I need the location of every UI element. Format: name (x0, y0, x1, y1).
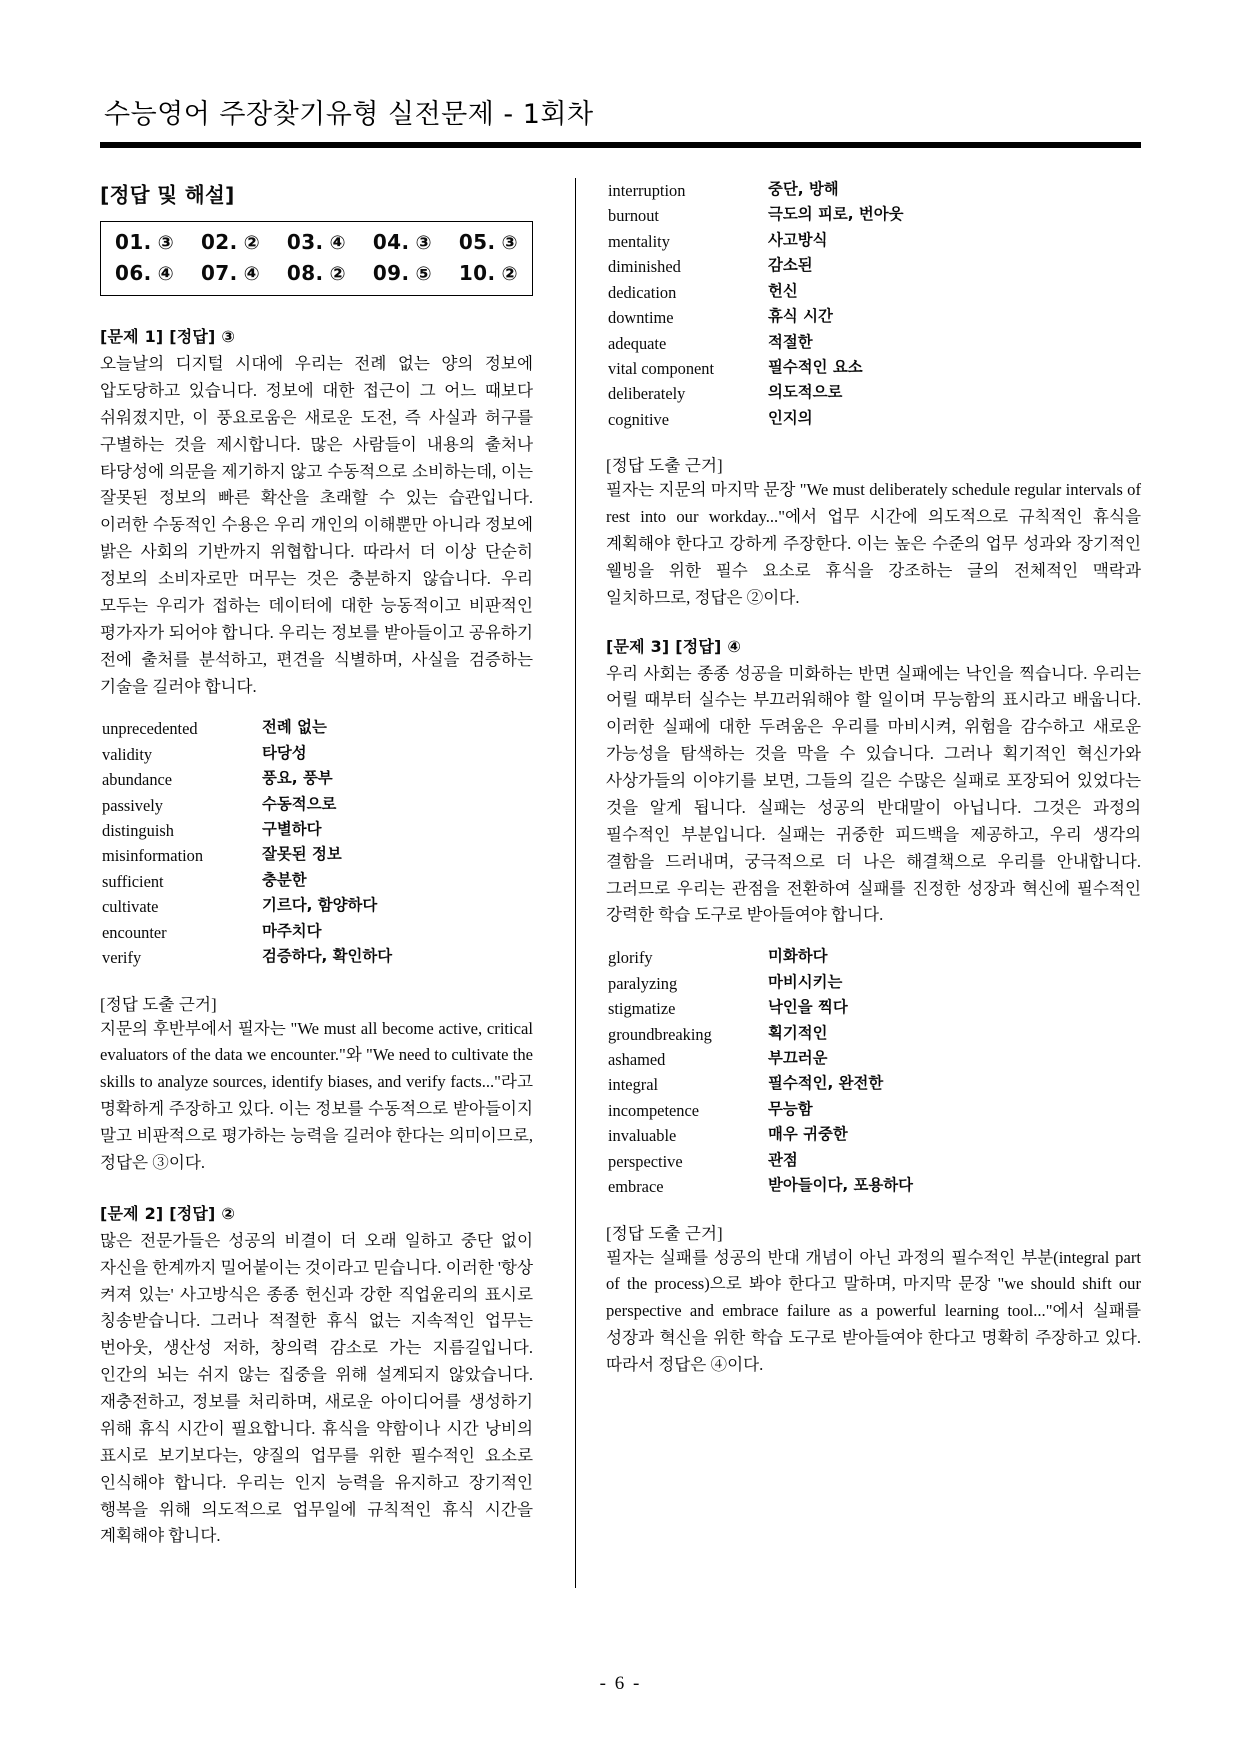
answer-item-09 (373, 258, 432, 289)
answer-key-row-2 (115, 258, 518, 289)
vocab-row (100, 767, 533, 792)
vocab-term: vital component (608, 358, 715, 378)
page-footer (0, 1673, 1241, 1695)
answer-choice: ② (329, 262, 347, 285)
q1-vocabulary-table (100, 716, 533, 970)
vocab-row (606, 331, 1141, 356)
vocab-row (606, 971, 1141, 996)
vocab-term: deliberately (608, 384, 686, 404)
q3-heading: [문제 3] [정답] ④ (606, 636, 742, 656)
vocab-meaning: 마주치다 (262, 921, 322, 940)
vocab-row (606, 1123, 1141, 1148)
vocab-row (606, 945, 1141, 970)
vocab-term: sufficient (102, 871, 164, 891)
explanation-block-q1 (100, 324, 533, 1177)
vocab-meaning: 의도적으로 (768, 383, 843, 402)
answer-number: 06. (115, 260, 152, 285)
vocab-row (100, 894, 533, 919)
vocab-term: cognitive (608, 409, 669, 429)
answer-choice: ⑤ (415, 262, 432, 285)
right-column (575, 178, 1141, 1588)
vocab-row (606, 1098, 1141, 1123)
vocab-term: abundance (102, 770, 173, 790)
vocab-meaning: 풍요, 풍부 (262, 769, 333, 788)
answer-number: 04. (372, 230, 410, 254)
answer-item-05 (459, 227, 518, 258)
answer-key-row-1 (115, 227, 518, 258)
vocab-meaning: 받아들이다, 포용하다 (768, 1176, 914, 1195)
vocab-meaning: 무능함 (768, 1099, 813, 1118)
answer-choice: ④ (329, 232, 347, 254)
vocab-row (606, 1174, 1141, 1199)
answer-number: 08. (286, 260, 324, 285)
vocab-row (606, 407, 1141, 432)
vocab-term: dedication (608, 282, 677, 302)
answer-number: 10. (458, 260, 496, 285)
answer-item-10 (459, 258, 518, 289)
vocab-meaning: 극도의 피로, 번아웃 (768, 205, 904, 224)
vocab-meaning: 충분한 (262, 870, 307, 889)
answer-item-03 (287, 227, 346, 258)
q2-heading: [문제 2] [정답] ② (100, 1203, 236, 1223)
vocab-term: distinguish (102, 821, 174, 841)
q1-rationale-heading: [정답 도출 근거] (100, 994, 217, 1014)
vocab-term: burnout (608, 206, 659, 226)
answer-choice: ④ (157, 262, 175, 285)
q3-vocabulary-table (606, 945, 1141, 1199)
answer-item-06 (115, 258, 174, 289)
vocab-row (100, 945, 533, 970)
answer-choice: ④ (243, 262, 261, 285)
answer-number: 09. (372, 260, 410, 285)
vocab-row (606, 356, 1141, 381)
vocab-row (606, 178, 1141, 203)
answer-item-02 (201, 227, 260, 258)
vocab-term: glorify (608, 948, 653, 968)
q1-rationale-text: 지문의 후반부에서 필자는 "We must all become active, critical evaluators of the data we encounter."와 "We need to cultivate the skills to analyze sources, identify biases, and verify facts..."라고 명확하게 주장하고 있다. 이는 정보를 수동적으로 받아들이지 말고 비판적으로 평가하는 능력을 길러야 한다는 의미이므로, 정답은 ③이다. (100, 1018, 533, 1172)
vocab-meaning: 인지의 (768, 408, 813, 427)
vocab-row (100, 869, 533, 894)
vocab-term: verify (102, 948, 142, 968)
vocab-meaning: 잘못된 정보 (262, 845, 342, 864)
vocab-term: cultivate (102, 897, 159, 917)
vocab-meaning: 헌신 (768, 281, 798, 300)
answer-key-box (100, 221, 533, 296)
answer-number: 01. (115, 230, 152, 254)
vocab-row (606, 381, 1141, 406)
block-spacer (100, 1181, 533, 1201)
vocab-term: ashamed (608, 1050, 666, 1070)
vocab-term: validity (102, 744, 153, 764)
vocab-meaning: 필수적인 요소 (768, 357, 863, 376)
vocab-meaning: 낙인을 찍다 (768, 998, 848, 1017)
vocab-meaning: 중단, 방해 (768, 180, 839, 198)
vocab-term: groundbreaking (608, 1024, 712, 1044)
vocab-row (606, 254, 1141, 279)
vocab-term: mentality (608, 231, 670, 251)
q2-rationale-text: 필자는 지문의 마지막 문장 "We must deliberately schedule regular intervals of rest into our workday..."에서 업무 시간에 의도적으로 규칙적인 휴식을 계획해야 한다고 강하게 주장한다. 이는 높은 수준의 업무 성과와 장기적인 웰빙을 위한 필수 요소로 휴식을 강조하는 글의 전체적인 맥락과 일치하므로, 정답은 ②이다. (606, 480, 1141, 607)
vocab-meaning: 검증하다, 확인하다 (262, 947, 393, 966)
vocab-term: embrace (608, 1177, 664, 1197)
vocab-meaning: 기르다, 함양하다 (262, 896, 378, 915)
header-divider (100, 142, 1141, 148)
vocab-meaning: 매우 귀중한 (768, 1125, 848, 1144)
page-number: - 6 - (599, 1673, 642, 1694)
answer-item-07 (201, 258, 260, 289)
vocab-term: misinformation (102, 846, 204, 866)
vocab-meaning: 미화하다 (768, 947, 828, 966)
vocab-term: integral (608, 1075, 659, 1095)
q2-rationale-heading: [정답 도출 근거] (606, 456, 723, 476)
explanation-block-q3 (606, 634, 1141, 1379)
vocab-row (606, 1047, 1141, 1072)
answer-item-01 (115, 227, 174, 258)
vocab-meaning: 사고방식 (768, 230, 828, 249)
q3-rationale-text: 필자는 실패를 성공의 반대 개념이 아닌 과정의 필수적인 부분(integral part of the process)으로 봐야 한다고 말하며, 마지막 문장 "we should shift our perspective and embrace failure as a powerful learning tool..."에서 실패를 성장과 혁신을 위한 학습 도구로 받아들여야 한다고 명확히 주장하고 있다. 따라서 정답은 ④이다. (606, 1247, 1141, 1375)
vocab-term: incompetence (608, 1100, 700, 1120)
vocab-meaning: 적절한 (768, 332, 813, 351)
vocab-meaning: 전례 없는 (262, 718, 327, 737)
vocab-term: unprecedented (102, 719, 198, 739)
two-column-body (100, 178, 1141, 1588)
vocab-meaning: 부끄러운 (768, 1049, 828, 1068)
vocab-meaning: 마비시키는 (768, 972, 843, 991)
vocab-row (606, 280, 1141, 305)
vocab-meaning: 휴식 시간 (768, 307, 833, 326)
vocab-row (606, 1072, 1141, 1097)
vocab-meaning: 감소된 (768, 256, 813, 275)
vocab-row (606, 203, 1141, 228)
vocab-row (100, 793, 533, 818)
vocab-row (100, 920, 533, 945)
vocab-term: interruption (608, 181, 686, 200)
answer-choice: ③ (501, 232, 518, 254)
vocab-meaning: 관점 (768, 1150, 798, 1169)
page-title: 수능영어 주장찾기유형 실전문제 - 1회차 (104, 99, 594, 130)
q1-body-text: 오늘날의 디지털 시대에 우리는 전례 없는 양의 정보에 압도당하고 있습니다. 정보에 대한 접근이 그 어느 때보다 쉬워졌지만, 이 풍요로움은 새로운 도전, 즉 사실과 허구를 구별하는 것을 제시합니다. 많은 사람들이 내용의 출처나 타당성에 의문을 제기하지 않고 수동적으로 소비하는데, 이는 잘못된 정보의 빠른 확산을 초래할 수 있는 습관입니다. 이러한 수동적인 수용은 우리 개인의 이해뿐만 아니라 정보에 밝은 사회의 기반까지 위협합니다. 따라서 더 이상 단순히 정보의 소비자로만 머무는 것은 충분하지 않습니다. 우리 모두는 우리가 접하는 데이터에 대한 능동적이고 비판적인 평가자가 되어야 합니다. 우리는 정보를 받아들이고 공유하기 전에 출처를 분석하고, 편견을 식별하며, 사실을 검증하는 기술을 길러야 합니다. (100, 354, 533, 696)
q3-rationale-heading: [정답 도출 근거] (606, 1223, 723, 1243)
answer-item-04 (373, 227, 432, 258)
vocab-row (606, 305, 1141, 330)
answer-number: 02. (200, 230, 238, 254)
answer-key-heading: [정답 및 해설] (100, 183, 235, 207)
vocab-row (606, 1022, 1141, 1047)
q2-body-text: 많은 전문가들은 성공의 비결이 더 오래 일하고 중단 없이 자신을 한계까지 밀어붙이는 것이라고 믿습니다. 이러한 '항상 켜져 있는' 사고방식은 종종 헌신과 강한 직업윤리의 표시로 칭송받습니다. 그러나 적절한 휴식 없는 지속적인 업무는 번아웃, 생산성 저하, 창의력 감소로 가는 지름길입니다. 인간의 뇌는 쉬지 않는 집중을 위해 설계되지 않았습니다. 재충전하고, 정보를 처리하며, 새로운 아이디어를 생성하기 위해 휴식 시간이 필요합니다. 휴식을 약함이나 시간 낭비의 표시로 보기보다는, 양질의 업무를 위한 필수적인 요소로 인식해야 합니다. 우리는 인지 능력을 유지하고 장기적인 행복을 위해 의도적으로 업무일에 규칙적인 휴식 시간을 계획해야 합니다. (100, 1230, 533, 1546)
vocab-meaning: 획기적인 (768, 1023, 828, 1042)
q2-vocabulary-table (606, 178, 1141, 432)
explanation-block-q2 (100, 1201, 533, 1551)
vocab-meaning: 수동적으로 (262, 794, 337, 813)
vocab-term: invaluable (608, 1126, 677, 1146)
vocab-term: passively (102, 795, 164, 815)
answer-number: 07. (200, 260, 238, 285)
vocab-row (100, 716, 533, 741)
q1-heading: [문제 1] [정답] ③ (100, 327, 236, 346)
answer-item-08 (287, 258, 346, 289)
vocab-row (100, 742, 533, 767)
vocab-row (606, 996, 1141, 1021)
q3-body-text: 우리 사회는 종종 성공을 미화하는 반면 실패에는 낙인을 찍습니다. 우리는 어릴 때부터 실수는 부끄러워해야 할 일이며 무능함의 표시라고 배웁니다. 이러한 실패에 대한 두려움은 우리를 마비시켜, 위험을 감수하고 새로운 가능성을 탐색하는 것을 막을 수 있습니다. 그러나 획기적인 혁신가와 사상가들의 이야기를 보면, 그들의 길은 수많은 실패로 포장되어 있었다는 것을 알게 됩니다. 실패는 성공의 반대말이 아닙니다. 그것은 과정의 필수적인 부분입니다. 실패는 귀중한 피드백을 제공하고, 우리 생각의 결함을 드러내며, 궁극적으로 더 나은 해결책으로 우리를 안내합니다. 그러므로 우리는 관점을 전환하여 실패를 진정한 성장과 혁신에 필수적인 강력한 학습 도구로 받아들여야 합니다. (606, 663, 1141, 925)
vocab-meaning: 구별하다 (262, 820, 322, 839)
answer-choice: ③ (157, 232, 175, 254)
vocab-term: stigmatize (608, 999, 676, 1019)
vocab-term: adequate (608, 333, 667, 353)
vocab-row (100, 818, 533, 843)
vocab-row (606, 229, 1141, 254)
vocab-meaning: 타당성 (262, 743, 307, 762)
vocab-term: encounter (102, 922, 167, 942)
left-column (100, 178, 555, 1588)
vocab-term: perspective (608, 1151, 683, 1171)
answer-number: 03. (286, 230, 324, 254)
vocab-row (606, 1149, 1141, 1174)
vocab-meaning: 필수적인, 완전한 (768, 1074, 884, 1093)
vocab-term: downtime (608, 308, 674, 328)
answer-choice: ② (243, 232, 261, 254)
vocab-row (100, 843, 533, 868)
document-header (100, 0, 1141, 148)
vocab-term: diminished (608, 257, 681, 277)
answer-choice: ③ (415, 232, 432, 254)
answer-choice: ② (501, 262, 518, 285)
answer-number: 05. (458, 230, 496, 254)
vocab-term: paralyzing (608, 973, 678, 993)
